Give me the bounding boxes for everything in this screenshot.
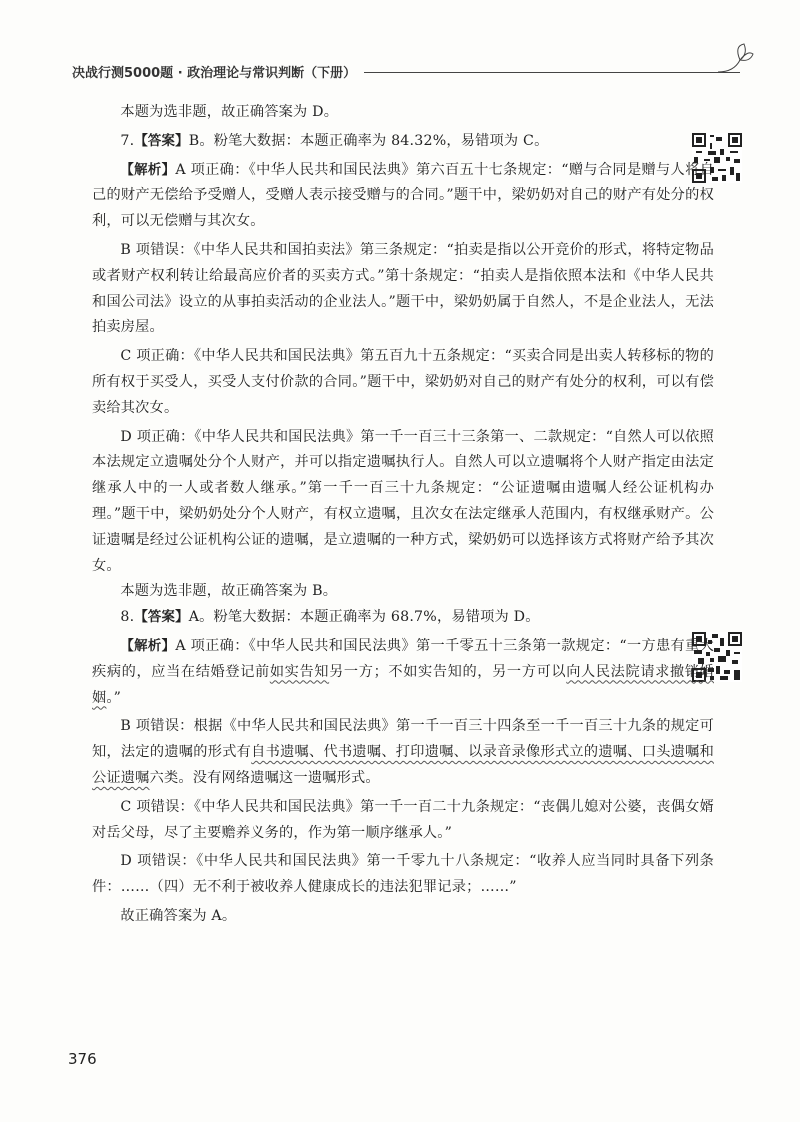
q7-number: 7.	[120, 132, 135, 149]
answer-tag: 【答案】	[134, 610, 189, 626]
q7-item-d: D 项正确：《中华人民共和国民法典》第一千一百三十三条第一、二款规定：“自然人可以依照本法规定立遗嘱处分个人财产，并可以指定遗嘱执行人。自然人可以立遗嘱将个人财产指定由法定继承人中的一人或者数人继承。”第一千一百三十九条规定：“公证遗嘱由遗嘱人经公证机构办理。”题干中，梁奶奶处分个人财产，有权立遗嘱，且次女在法定继承人范围内，有权继承财产。公证遗嘱是经过公证机构公证的遗嘱，是立遗嘱的一种方式，梁奶奶可以选择该方式将财产给予其次女。	[92, 428, 714, 574]
q8-item-b	[92, 714, 714, 791]
q7-analysis	[92, 158, 714, 235]
q8-answer	[92, 605, 714, 631]
page-header	[72, 58, 754, 88]
answer-tag: 【答案】	[134, 133, 189, 149]
book-title: 决战行测5000题 · 政治理论与常识判断（下册）	[72, 62, 364, 81]
q8-answer-text: A。粉笔大数据：本题正确率为 68.7%，易错项为 D。	[188, 609, 540, 626]
q8-analysis	[92, 634, 714, 711]
page-number: 376	[68, 1050, 97, 1068]
q8-item-a-emphasis: 向人民法院请求撤销婚姻	[92, 663, 714, 706]
q8-item-b-text: B 项错误：根据《中华人民共和国民法典》第一千一百三十四条至一千一百三十九条的规定可知，法定的遗嘱的形式有	[92, 718, 714, 761]
q8-item-a-text: A 项正确：《中华人民共和国民法典》第一千零五十三条第一款规定：“一方患有重大疾病的，应当在结婚登记前	[92, 637, 714, 680]
analysis-tag: 【解析】	[120, 162, 176, 178]
q8-item-d: D 项错误：《中华人民共和国民法典》第一千零九十八条规定：“收养人应当同时具备下列条件：……（四）无不利于被收养人健康成长的违法犯罪记录；……”	[92, 853, 714, 896]
q7-item-a: A 项正确：《中华人民共和国民法典》第六百五十七条规定：“赠与合同是赠与人将自己的财产无偿给予受赠人，受赠人表示接受赠与的合同。”题干中，梁奶奶对自己的财产有处分的权利，可以无偿赠与其次女。	[92, 161, 714, 230]
sprout-icon	[714, 42, 754, 76]
q7-conclusion: 本题为选非题，故正确答案为 B。	[120, 583, 338, 600]
page-content	[92, 100, 714, 930]
q7-item-b: B 项错误：《中华人民共和国拍卖法》第三条规定：“拍卖是指以公开竞价的形式，将特定物品或者财产权利转让给最高应价者的买卖方式。”第十条规定：“拍卖人是指依照本法和《中华人民共和国公司法》设立的从事拍卖活动的企业法人。”题干中，梁奶奶属于自然人，不是企业法人，无法拍卖房屋。	[92, 241, 714, 336]
q7-item-c: C 项正确：《中华人民共和国民法典》第五百九十五条规定：“买卖合同是出卖人转移标的物的所有权于买受人，买受人支付价款的合同。”题干中，梁奶奶对自己的财产有处分的权利，可以有偿卖给其次女。	[92, 348, 714, 416]
q8-number: 8.	[120, 609, 135, 626]
q6-conclusion: 本题为选非题，故正确答案为 D。	[120, 104, 339, 120]
q8-item-a-text: 另一方；不如实告知的，另一方可以	[329, 663, 567, 680]
q7-answer	[92, 129, 714, 155]
q8-item-c: C 项错误：《中华人民共和国民法典》第一千一百二十九条规定：“丧偶儿媳对公婆，丧偶女婿对岳父母，尽了主要赡养义务的，作为第一顺序继承人。”	[92, 798, 714, 841]
analysis-tag: 【解析】	[120, 638, 176, 654]
q8-item-b-text: 六类。没有网络遗嘱这一遗嘱形式。	[149, 769, 380, 786]
q8-item-a-emphasis: 如实告知	[269, 663, 330, 680]
q7-answer-text: B。粉笔大数据：本题正确率为 84.32%，易错项为 C。	[188, 132, 549, 149]
q8-item-b-emphasis: 自书遗嘱、代书遗嘱、打印遗嘱、以录音录像形式立的遗嘱、口头遗嘱和公证遗嘱	[92, 744, 714, 786]
q8-conclusion: 故正确答案为 A。	[120, 907, 237, 924]
q8-item-a-text: 。”	[106, 689, 122, 706]
